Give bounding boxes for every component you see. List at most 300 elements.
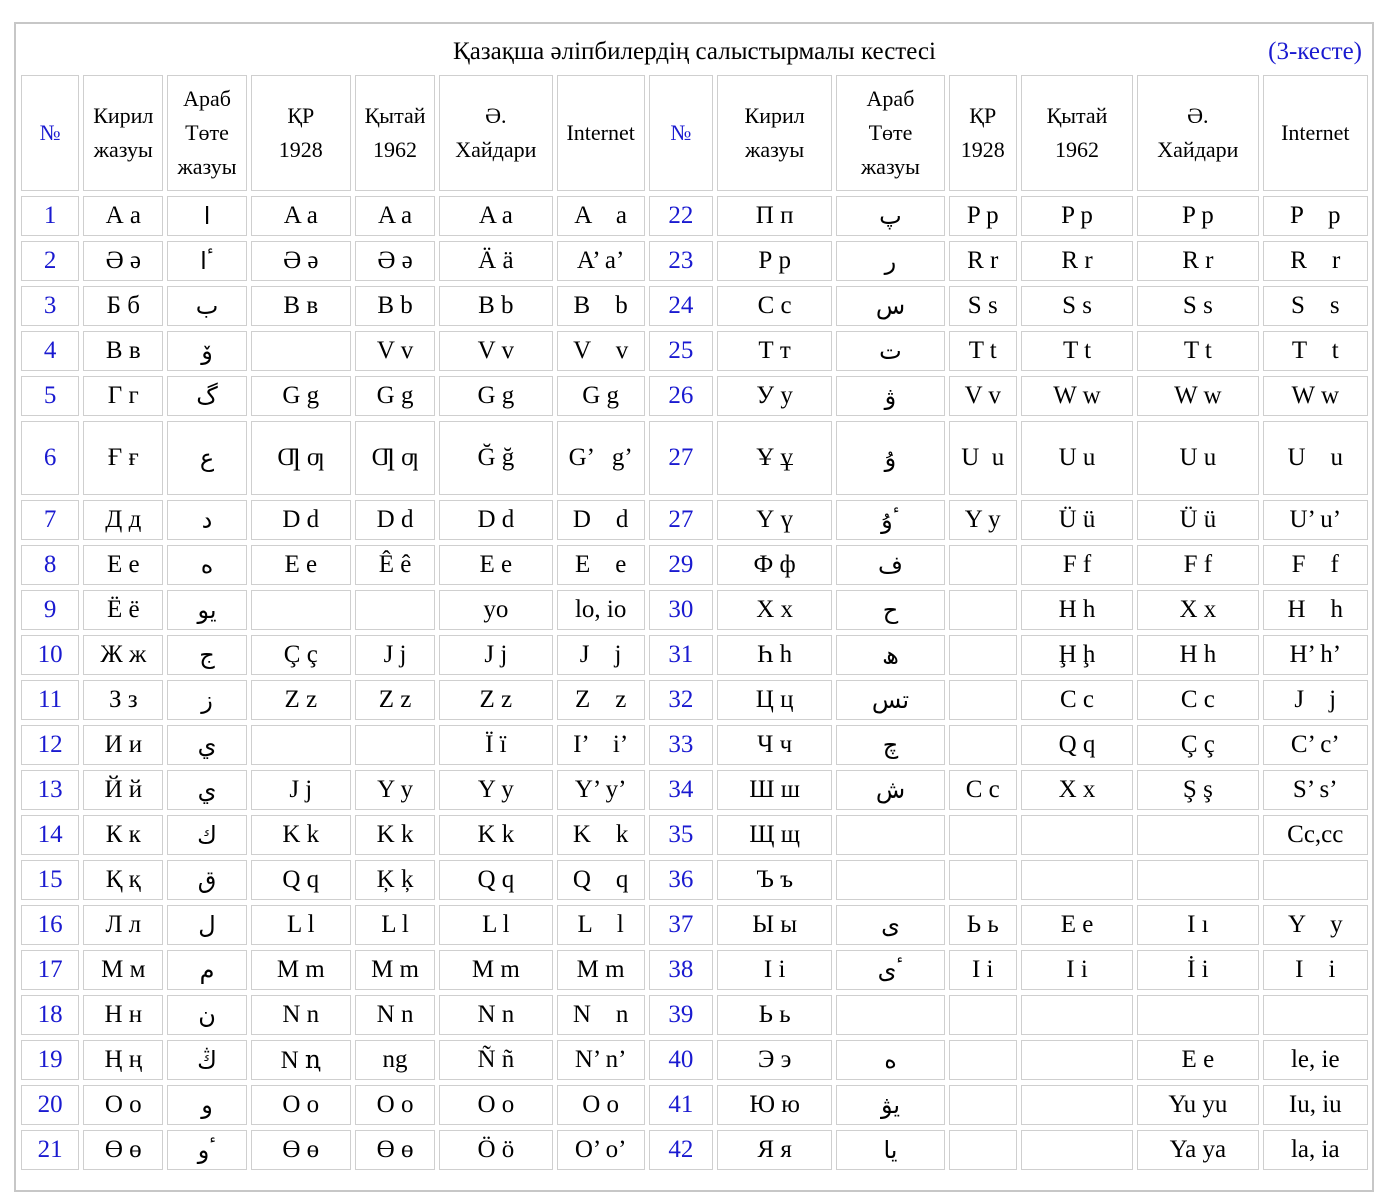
arabic-letter-cell bbox=[836, 995, 944, 1035]
arabic-letter-cell: يو bbox=[167, 590, 246, 630]
letter-cell: C’ c’ bbox=[1263, 725, 1368, 765]
letter-cell: Л л bbox=[83, 905, 163, 945]
letter-cell: H h bbox=[1263, 590, 1368, 630]
arabic-letter-cell: ز bbox=[167, 680, 246, 720]
row-number-cell: 42 bbox=[649, 1130, 713, 1170]
letter-cell: Ә ә bbox=[83, 241, 163, 281]
row-number-cell: 36 bbox=[649, 860, 713, 900]
letter-cell: la, ia bbox=[1263, 1130, 1368, 1170]
arabic-letter-cell: ق bbox=[167, 860, 246, 900]
column-header-line: Хайдари bbox=[455, 137, 537, 162]
arabic-letter-cell: گ bbox=[167, 376, 246, 416]
table-row bbox=[21, 950, 1368, 990]
letter-cell: Ъ ъ bbox=[717, 860, 832, 900]
row-number-cell: 9 bbox=[21, 590, 79, 630]
arabic-letter-cell: ٴۇ bbox=[836, 500, 944, 540]
row-number-cell: 15 bbox=[21, 860, 79, 900]
column-header-line: Кирил bbox=[744, 103, 805, 128]
row-number-cell: 20 bbox=[21, 1085, 79, 1125]
letter-cell: Cc,cc bbox=[1263, 815, 1368, 855]
row-number-cell: 5 bbox=[21, 376, 79, 416]
letter-cell: O o bbox=[251, 1085, 351, 1125]
column-header bbox=[251, 75, 351, 191]
letter-cell: E e bbox=[1137, 1040, 1258, 1080]
letter-cell: Q q bbox=[251, 860, 351, 900]
arabic-letter-cell: ا bbox=[167, 196, 246, 236]
letter-cell: K k bbox=[557, 815, 645, 855]
letter-cell: Ş ş bbox=[1137, 770, 1258, 810]
arabic-letter-cell: ب bbox=[167, 286, 246, 326]
letter-cell bbox=[949, 1085, 1017, 1125]
letter-cell: Ö ö bbox=[439, 1130, 552, 1170]
letter-cell: E e bbox=[1021, 905, 1133, 945]
arabic-letter-cell: ي bbox=[167, 770, 246, 810]
letter-cell: Ң ң bbox=[83, 1040, 163, 1080]
arabic-letter-cell: ٴو bbox=[167, 1130, 246, 1170]
letter-cell: C c bbox=[1137, 680, 1258, 720]
letter-cell: P p bbox=[949, 196, 1017, 236]
letter-cell: О о bbox=[83, 1085, 163, 1125]
letter-cell: J j bbox=[251, 770, 351, 810]
column-header-line: Араб bbox=[866, 86, 915, 111]
letter-cell: Г г bbox=[83, 376, 163, 416]
arabic-letter-cell: ۇ bbox=[836, 421, 944, 495]
letter-cell: I i bbox=[1263, 950, 1368, 990]
letter-cell bbox=[1021, 1130, 1133, 1170]
table-number: (3-кесте) bbox=[1268, 38, 1362, 65]
row-number-cell: 6 bbox=[21, 421, 79, 495]
row-number-cell: 22 bbox=[649, 196, 713, 236]
row-number-cell: 27 bbox=[649, 421, 713, 495]
letter-cell: B b bbox=[557, 286, 645, 326]
arabic-letter-cell: ى bbox=[836, 905, 944, 945]
letter-cell: Ğ ğ bbox=[439, 421, 552, 495]
row-number-cell: 41 bbox=[649, 1085, 713, 1125]
letter-cell: P p bbox=[1021, 196, 1133, 236]
column-header-line: жазуы bbox=[860, 154, 920, 179]
row-number-cell: 40 bbox=[649, 1040, 713, 1080]
letter-cell: L l bbox=[251, 905, 351, 945]
arabic-letter-cell: ن bbox=[167, 995, 246, 1035]
letter-cell: Z z bbox=[251, 680, 351, 720]
letter-cell: S s bbox=[949, 286, 1017, 326]
letter-cell: С с bbox=[717, 286, 832, 326]
table-row bbox=[21, 1040, 1368, 1080]
letter-cell bbox=[949, 995, 1017, 1035]
letter-cell: З з bbox=[83, 680, 163, 720]
letter-cell: Ш ш bbox=[717, 770, 832, 810]
row-number-cell: 4 bbox=[21, 331, 79, 371]
arabic-letter-cell: ٴا bbox=[167, 241, 246, 281]
alphabet-comparison-table bbox=[17, 25, 1372, 1175]
letter-cell: N n bbox=[557, 995, 645, 1035]
column-header bbox=[1137, 75, 1258, 191]
letter-cell bbox=[949, 815, 1017, 855]
row-number-cell: 1 bbox=[21, 196, 79, 236]
letter-cell: Ḩ ḩ bbox=[1021, 635, 1133, 675]
table-row bbox=[21, 905, 1368, 945]
letter-cell: Р р bbox=[717, 241, 832, 281]
table-row bbox=[21, 635, 1368, 675]
table-row bbox=[21, 815, 1368, 855]
arabic-letter-cell: ك bbox=[167, 815, 246, 855]
letter-cell: L l bbox=[439, 905, 552, 945]
row-number-cell: 38 bbox=[649, 950, 713, 990]
letter-cell: D d bbox=[355, 500, 435, 540]
letter-cell: Һ һ bbox=[717, 635, 832, 675]
letter-cell: S s bbox=[1263, 286, 1368, 326]
letter-cell: B b bbox=[355, 286, 435, 326]
column-header-line: № bbox=[39, 120, 61, 145]
letter-cell bbox=[251, 331, 351, 371]
letter-cell: I i bbox=[949, 950, 1017, 990]
column-header-line: жазуы bbox=[93, 137, 153, 162]
letter-cell: Ä ä bbox=[439, 241, 552, 281]
letter-cell: Ķ ķ bbox=[355, 860, 435, 900]
letter-cell: Z z bbox=[355, 680, 435, 720]
letter-cell: W w bbox=[1263, 376, 1368, 416]
letter-cell: Y y bbox=[439, 770, 552, 810]
letter-cell: J j bbox=[439, 635, 552, 675]
letter-cell: O’ o’ bbox=[557, 1130, 645, 1170]
row-number-cell: 23 bbox=[649, 241, 713, 281]
letter-cell: W w bbox=[1137, 376, 1258, 416]
column-header-line: Араб bbox=[183, 86, 231, 111]
letter-cell: M m bbox=[355, 950, 435, 990]
column-header-line: 1962 bbox=[373, 137, 418, 162]
letter-cell: Y’ y’ bbox=[557, 770, 645, 810]
letter-cell: T t bbox=[1021, 331, 1133, 371]
arabic-letter-cell: ۆ bbox=[167, 331, 246, 371]
letter-cell: Б б bbox=[83, 286, 163, 326]
letter-cell bbox=[1263, 860, 1368, 900]
letter-cell: Т т bbox=[717, 331, 832, 371]
letter-cell: П п bbox=[717, 196, 832, 236]
letter-cell: Ü ü bbox=[1021, 500, 1133, 540]
letter-cell: Ё ё bbox=[83, 590, 163, 630]
row-number-cell: 25 bbox=[649, 331, 713, 371]
row-number-cell: 30 bbox=[649, 590, 713, 630]
row-number-cell: 14 bbox=[21, 815, 79, 855]
letter-cell: I i bbox=[1021, 950, 1133, 990]
letter-cell: J j bbox=[1263, 680, 1368, 720]
arabic-letter-cell: ە bbox=[167, 545, 246, 585]
column-header-line: Internet bbox=[566, 120, 635, 145]
letter-cell: V v bbox=[557, 331, 645, 371]
table-row bbox=[21, 331, 1368, 371]
row-number-cell: 26 bbox=[649, 376, 713, 416]
letter-cell: K k bbox=[355, 815, 435, 855]
column-header-line: жазуы bbox=[745, 137, 805, 162]
letter-cell bbox=[949, 1130, 1017, 1170]
arabic-letter-cell: چ bbox=[836, 725, 944, 765]
letter-cell: D d bbox=[557, 500, 645, 540]
table-title: Қазақша әліпбилердің салыстырмалы кестесі bbox=[453, 38, 936, 65]
arabic-letter-cell: تس bbox=[836, 680, 944, 720]
letter-cell: Ө ө bbox=[83, 1130, 163, 1170]
table-row bbox=[21, 1085, 1368, 1125]
row-number-cell: 2 bbox=[21, 241, 79, 281]
letter-cell: Y y bbox=[1263, 905, 1368, 945]
row-number-cell: 17 bbox=[21, 950, 79, 990]
letter-cell: Ə ə bbox=[355, 241, 435, 281]
letter-cell: X x bbox=[1137, 590, 1258, 630]
row-number-cell: 33 bbox=[649, 725, 713, 765]
letter-cell: K k bbox=[439, 815, 552, 855]
letter-cell: G g bbox=[439, 376, 552, 416]
letter-cell: B в bbox=[251, 286, 351, 326]
arabic-letter-cell: ە bbox=[836, 1040, 944, 1080]
letter-cell bbox=[1137, 860, 1258, 900]
letter-cell bbox=[1137, 995, 1258, 1035]
letter-cell: Q q bbox=[557, 860, 645, 900]
arabic-letter-cell: ش bbox=[836, 770, 944, 810]
row-number-cell: 16 bbox=[21, 905, 79, 945]
letter-cell: L l bbox=[557, 905, 645, 945]
letter-cell: P p bbox=[1137, 196, 1258, 236]
letter-cell: Z z bbox=[557, 680, 645, 720]
letter-cell: G g bbox=[251, 376, 351, 416]
column-header-line: 1928 bbox=[960, 137, 1005, 162]
letter-cell bbox=[949, 635, 1017, 675]
row-number-cell: 35 bbox=[649, 815, 713, 855]
letter-cell: Q q bbox=[1021, 725, 1133, 765]
letter-cell: Ж ж bbox=[83, 635, 163, 675]
row-number-cell: 24 bbox=[649, 286, 713, 326]
table-row bbox=[21, 241, 1368, 281]
letter-cell: X x bbox=[1021, 770, 1133, 810]
letter-cell: У у bbox=[717, 376, 832, 416]
letter-cell: H h bbox=[1137, 635, 1258, 675]
letter-cell: U u bbox=[1021, 421, 1133, 495]
column-header bbox=[83, 75, 163, 191]
table-row bbox=[21, 680, 1368, 720]
letter-cell bbox=[355, 725, 435, 765]
letter-cell: В в bbox=[83, 331, 163, 371]
letter-cell: S’ s’ bbox=[1263, 770, 1368, 810]
table-row bbox=[21, 1130, 1368, 1170]
letter-cell: Y y bbox=[949, 500, 1017, 540]
table-row bbox=[21, 590, 1368, 630]
letter-cell: Н н bbox=[83, 995, 163, 1035]
letter-cell bbox=[949, 725, 1017, 765]
arabic-letter-cell: يا bbox=[836, 1130, 944, 1170]
arabic-letter-cell: س bbox=[836, 286, 944, 326]
letter-cell: Қ қ bbox=[83, 860, 163, 900]
arabic-letter-cell: ت bbox=[836, 331, 944, 371]
letter-cell: Ы ы bbox=[717, 905, 832, 945]
row-number-cell: 27 bbox=[649, 500, 713, 540]
row-number-cell: 18 bbox=[21, 995, 79, 1035]
letter-cell: I ı bbox=[1137, 905, 1258, 945]
row-number-cell: 29 bbox=[649, 545, 713, 585]
letter-cell: U’ u’ bbox=[1263, 500, 1368, 540]
letter-cell: Ұ ұ bbox=[717, 421, 832, 495]
letter-cell bbox=[1021, 860, 1133, 900]
arabic-letter-cell: ح bbox=[836, 590, 944, 630]
letter-cell: M m bbox=[251, 950, 351, 990]
letter-cell: J j bbox=[557, 635, 645, 675]
letter-cell: R r bbox=[1137, 241, 1258, 281]
letter-cell: Ɵ ɵ bbox=[355, 1130, 435, 1170]
letter-cell bbox=[355, 590, 435, 630]
column-header-line: жазуы bbox=[177, 154, 237, 179]
letter-cell: T t bbox=[1263, 331, 1368, 371]
letter-cell: R r bbox=[949, 241, 1017, 281]
letter-cell: D d bbox=[251, 500, 351, 540]
letter-cell: Й й bbox=[83, 770, 163, 810]
column-header-line: № bbox=[670, 120, 692, 145]
letter-cell: Д д bbox=[83, 500, 163, 540]
letter-cell: V v bbox=[949, 376, 1017, 416]
column-header bbox=[717, 75, 832, 191]
letter-cell: S s bbox=[1021, 286, 1133, 326]
arabic-letter-cell: پ bbox=[836, 196, 944, 236]
header-row bbox=[21, 75, 1368, 191]
letter-cell: Q q bbox=[439, 860, 552, 900]
letter-cell: N n bbox=[439, 995, 552, 1035]
row-number-cell: 39 bbox=[649, 995, 713, 1035]
letter-cell: S s bbox=[1137, 286, 1258, 326]
row-number-cell: 34 bbox=[649, 770, 713, 810]
column-header-line: 1928 bbox=[278, 137, 323, 162]
row-number-cell: 3 bbox=[21, 286, 79, 326]
letter-cell: Е е bbox=[83, 545, 163, 585]
table-row bbox=[21, 421, 1368, 495]
letter-cell: К к bbox=[83, 815, 163, 855]
letter-cell: Ф ф bbox=[717, 545, 832, 585]
column-header bbox=[836, 75, 944, 191]
letter-cell: E e bbox=[439, 545, 552, 585]
letter-cell: Ғ ғ bbox=[83, 421, 163, 495]
letter-cell: M m bbox=[557, 950, 645, 990]
letter-cell bbox=[949, 860, 1017, 900]
column-header-line: Internet bbox=[1281, 120, 1350, 145]
letter-cell: Ɵ ɵ bbox=[251, 1130, 351, 1170]
arabic-letter-cell: ج bbox=[167, 635, 246, 675]
arabic-letter-cell: ۋ bbox=[836, 376, 944, 416]
column-header bbox=[167, 75, 246, 191]
letter-cell: Ə ə bbox=[251, 241, 351, 281]
row-number-cell: 13 bbox=[21, 770, 79, 810]
table-row bbox=[21, 545, 1368, 585]
letter-cell bbox=[949, 590, 1017, 630]
column-header-line: ҚР bbox=[969, 103, 997, 128]
letter-cell: A a bbox=[557, 196, 645, 236]
row-number-cell: 21 bbox=[21, 1130, 79, 1170]
letter-cell bbox=[1021, 1040, 1133, 1080]
letter-cell: Yu yu bbox=[1137, 1085, 1258, 1125]
column-header-line: Хайдари bbox=[1157, 137, 1239, 162]
letter-cell: M m bbox=[439, 950, 552, 990]
letter-cell: Э э bbox=[717, 1040, 832, 1080]
table-row bbox=[21, 500, 1368, 540]
letter-cell bbox=[1021, 1085, 1133, 1125]
letter-cell: Ƣ ƣ bbox=[251, 421, 351, 495]
letter-cell: Y y bbox=[355, 770, 435, 810]
arabic-letter-cell: ع bbox=[167, 421, 246, 495]
letter-cell: Ê ê bbox=[355, 545, 435, 585]
column-header-line: Қытай bbox=[364, 103, 426, 128]
arabic-letter-cell: ر bbox=[836, 241, 944, 281]
letter-cell: Ñ ñ bbox=[439, 1040, 552, 1080]
table-caption bbox=[21, 30, 1368, 70]
letter-cell: Ƣ ƣ bbox=[355, 421, 435, 495]
letter-cell bbox=[949, 680, 1017, 720]
table-row bbox=[21, 196, 1368, 236]
letter-cell: yo bbox=[439, 590, 552, 630]
arabic-letter-cell bbox=[836, 815, 944, 855]
column-header-line: Ә. bbox=[1187, 103, 1209, 128]
letter-cell: C c bbox=[1021, 680, 1133, 720]
letter-cell: R r bbox=[1021, 241, 1133, 281]
column-header bbox=[355, 75, 435, 191]
letter-cell: Ь ь bbox=[949, 905, 1017, 945]
letter-cell: Ч ч bbox=[717, 725, 832, 765]
letter-cell: А а bbox=[83, 196, 163, 236]
letter-cell: F f bbox=[1263, 545, 1368, 585]
letter-cell: Ц ц bbox=[717, 680, 832, 720]
letter-cell: N n bbox=[251, 995, 351, 1035]
arabic-letter-cell: ڭ bbox=[167, 1040, 246, 1080]
letter-cell: W w bbox=[1021, 376, 1133, 416]
letter-cell: G’ g’ bbox=[557, 421, 645, 495]
letter-cell: V v bbox=[439, 331, 552, 371]
table-row bbox=[21, 725, 1368, 765]
column-header-line: Қытай bbox=[1046, 103, 1108, 128]
letter-cell: A’ a’ bbox=[557, 241, 645, 281]
column-header-number bbox=[649, 75, 713, 191]
column-header-number bbox=[21, 75, 79, 191]
row-number-cell: 19 bbox=[21, 1040, 79, 1080]
table-body bbox=[21, 196, 1368, 1170]
row-number-cell: 12 bbox=[21, 725, 79, 765]
letter-cell: Щ щ bbox=[717, 815, 832, 855]
letter-cell: И и bbox=[83, 725, 163, 765]
letter-cell: М м bbox=[83, 950, 163, 990]
table-row bbox=[21, 286, 1368, 326]
letter-cell: І і bbox=[717, 950, 832, 990]
letter-cell bbox=[251, 590, 351, 630]
row-number-cell: 7 bbox=[21, 500, 79, 540]
letter-cell: Ï ï bbox=[439, 725, 552, 765]
letter-cell: Z z bbox=[439, 680, 552, 720]
letter-cell bbox=[1137, 815, 1258, 855]
letter-cell: Ü ü bbox=[1137, 500, 1258, 540]
row-number-cell: 11 bbox=[21, 680, 79, 720]
letter-cell: N n bbox=[355, 995, 435, 1035]
letter-cell bbox=[949, 1040, 1017, 1080]
letter-cell: D d bbox=[439, 500, 552, 540]
column-header-line: ҚР bbox=[287, 103, 315, 128]
letter-cell: ng bbox=[355, 1040, 435, 1080]
letter-cell: Ү ү bbox=[717, 500, 832, 540]
letter-cell: Х х bbox=[717, 590, 832, 630]
table-row bbox=[21, 770, 1368, 810]
letter-cell bbox=[1021, 995, 1133, 1035]
letter-cell: Ç ç bbox=[1137, 725, 1258, 765]
row-number-cell: 10 bbox=[21, 635, 79, 675]
column-header-line: Кирил bbox=[93, 103, 154, 128]
column-header bbox=[1263, 75, 1368, 191]
arabic-letter-cell: و bbox=[167, 1085, 246, 1125]
letter-cell: Ь ь bbox=[717, 995, 832, 1035]
column-header bbox=[557, 75, 645, 191]
letter-cell: A a bbox=[355, 196, 435, 236]
arabic-letter-cell: ٴى bbox=[836, 950, 944, 990]
letter-cell: Ç ç bbox=[251, 635, 351, 675]
column-header-line: Төте bbox=[868, 120, 913, 145]
